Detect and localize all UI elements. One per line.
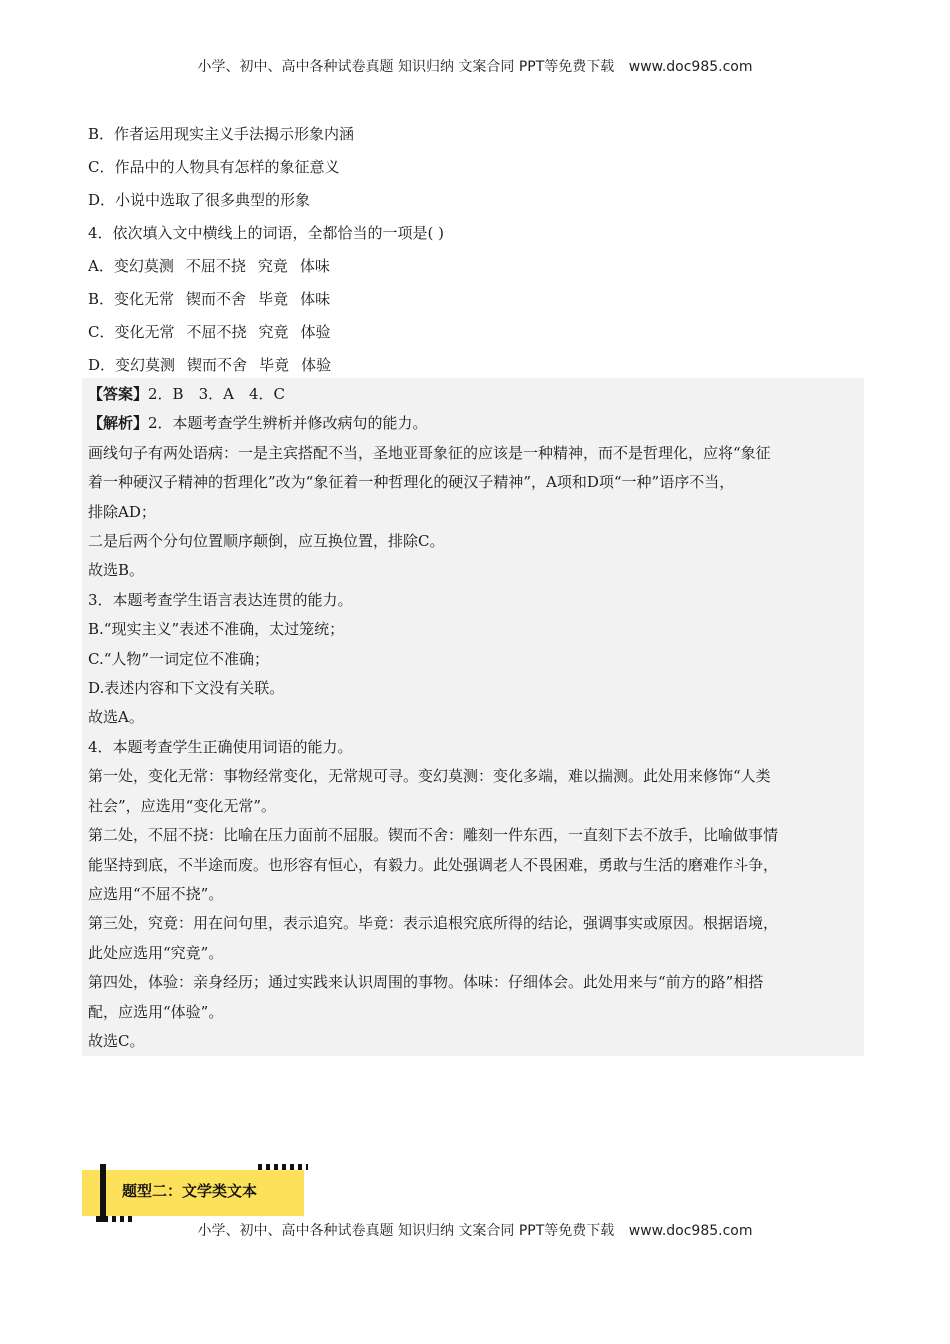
section-title: 题型二：文学类文本 (122, 1182, 258, 1200)
analysis-line: 画线句子有两处语病：一是主宾搭配不当，圣地亚哥象征的应该是一种精神，而不是哲理化，应将“象征 (88, 443, 771, 462)
option-word: 不屈不挠 (185, 257, 246, 275)
header-text: 小学、初中、高中各种试卷真题 知识归纳 文案合同 PPT等免费下载 (197, 59, 615, 75)
option-word: 变幻莫测 (115, 356, 176, 374)
analysis-line: 4．本题考查学生正确使用词语的能力。 (88, 737, 353, 756)
analysis-line: 第一处，变化无常：事物经常变化，无常规可寻。变幻莫测：变化多端，难以揣测。此处用来修饰“人类 (88, 767, 771, 786)
answer-tag: 【答案】 (88, 385, 149, 403)
answer-analysis-box (82, 378, 864, 1056)
option-label: D． (88, 356, 116, 374)
analysis-heading (88, 409, 858, 438)
analysis-line: B.“现实主义”表述不准确，太过笼统； (88, 620, 345, 639)
analysis-line: 配，应选用“体验”。 (88, 1002, 224, 1021)
answer-text: 2．B 3．A 4．C (148, 385, 285, 403)
analysis-line: 故选A。 (88, 708, 144, 727)
option-word: 变化无常 (114, 290, 175, 308)
analysis-line: 着一种硬汉子精神的哲理化”改为“象征着一种哲理化的硬汉子精神”，A项和D项“一种”语序不当， (88, 473, 735, 492)
option-word: 锲而不舍 (186, 290, 247, 308)
option-3d: D．小说中选取了很多典型的形象 (88, 191, 311, 209)
option-word: 变化无常 (114, 323, 175, 341)
footer-text: 小学、初中、高中各种试卷真题 知识归纳 文案合同 PPT等免费下载 (197, 1223, 615, 1239)
analysis-line: 排除AD； (88, 502, 156, 521)
analysis-line: 3．本题考查学生语言表达连贯的能力。 (88, 590, 353, 609)
option-3c: C．作品中的人物具有怎样的象征意义 (88, 158, 340, 176)
option-word: 体验 (301, 356, 332, 374)
analysis-line: 故选B。 (88, 561, 145, 580)
analysis-line: 第三处，究竟：用在问句里，表示追究。毕竟：表示追根究底所得的结论，强调事实或原因。根据语境， (88, 914, 779, 933)
analysis-line: 应选用“不屈不挠”。 (88, 884, 224, 903)
header-url-link[interactable]: www.doc985.com (628, 59, 753, 75)
option-label: C． (88, 323, 115, 341)
option-word: 锲而不舍 (187, 356, 248, 374)
section-banner (82, 1164, 304, 1222)
option-word: 究竟 (257, 257, 288, 275)
banner-dots-decoration (258, 1164, 308, 1170)
analysis-line: 此处应选用“究竟”。 (88, 943, 224, 962)
analysis-line: 能坚持到底，不半途而废。也形容有恒心，有毅力。此处强调老人不畏困难，勇敢与生活的磨难作斗争， (88, 855, 779, 874)
analysis-first: 2．本题考查学生辨析并修改病句的能力。 (148, 414, 428, 433)
option-label: A． (88, 257, 114, 275)
page-header (0, 56, 950, 76)
option-word: 毕竟 (258, 290, 289, 308)
analysis-line: 故选C。 (88, 1031, 145, 1050)
option-word: 变幻莫测 (113, 257, 174, 275)
answer-line (88, 380, 858, 409)
option-4a (88, 254, 868, 287)
question-4-stem: 4．依次填入文中横线上的词语，全都恰当的一项是( ) (88, 224, 445, 242)
analysis-line: 二是后两个分句位置顺序颠倒，应互换位置，排除C。 (88, 532, 445, 551)
option-word: 体味 (300, 290, 331, 308)
option-word: 体验 (300, 323, 331, 341)
analysis-tag: 【解析】 (88, 414, 149, 433)
question-list (88, 122, 868, 386)
option-word: 体味 (299, 257, 330, 275)
analysis-line: 社会”，应选用“变化无常”。 (88, 796, 277, 815)
analysis-line: D.表述内容和下文没有关联。 (88, 679, 285, 698)
option-3b: B．作者运用现实主义手法揭示形象内涵 (88, 125, 355, 143)
option-word: 毕竟 (259, 356, 290, 374)
option-4c (88, 320, 868, 353)
option-word: 不屈不挠 (186, 323, 247, 341)
page-footer (0, 1220, 950, 1240)
banner-tab-decoration (100, 1164, 106, 1222)
analysis-line: C.“人物”一词定位不准确； (88, 649, 270, 668)
option-label: B． (88, 290, 115, 308)
analysis-line: 第四处，体验：亲身经历；通过实践来认识周围的事物。体味：仔细体会。此处用来与“前方的路”相搭 (88, 973, 764, 992)
option-4b (88, 287, 868, 320)
option-word: 究竟 (258, 323, 289, 341)
analysis-line: 第二处，不屈不挠：比喻在压力面前不屈服。锲而不舍：雕刻一件东西，一直刻下去不放手，比喻做事情 (88, 826, 779, 845)
footer-url-link[interactable]: www.doc985.com (628, 1223, 753, 1239)
